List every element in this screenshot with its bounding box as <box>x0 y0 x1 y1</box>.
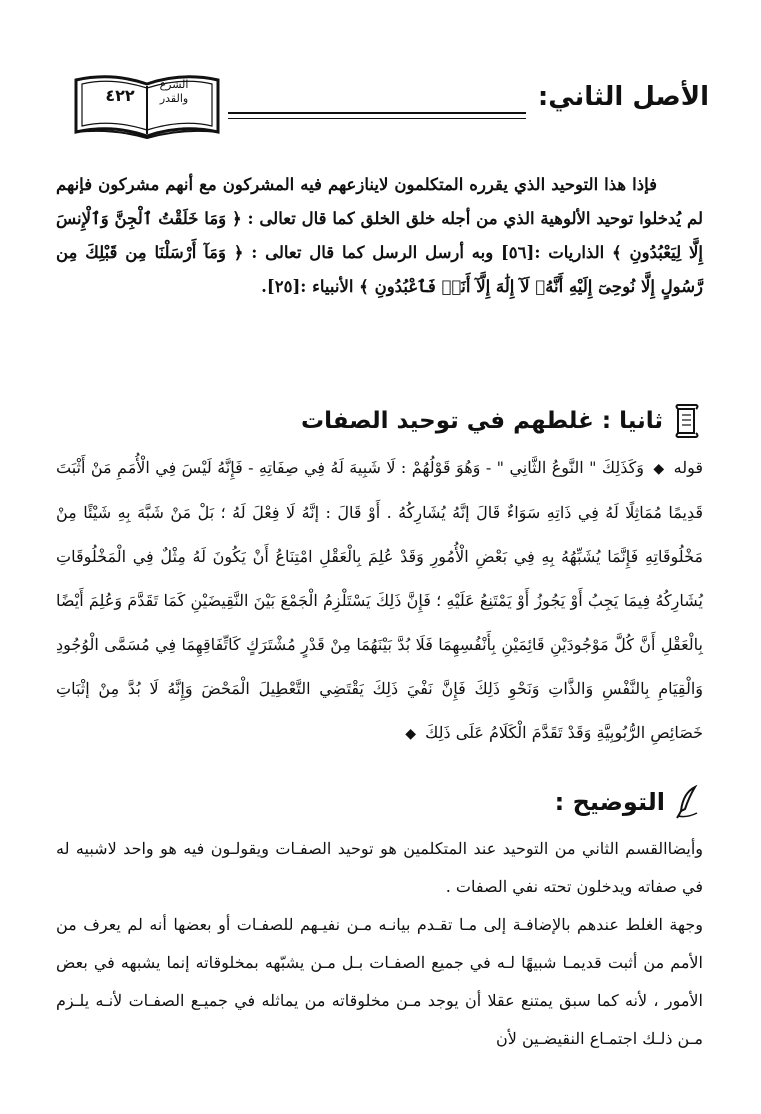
quill-icon <box>675 785 701 819</box>
section-1-title: ثانيا : غلطهم في توحيد الصفات <box>300 408 663 434</box>
explanation-paragraph-1: وأيضاالقسم الثاني من التوحيد عند المتكلمين هو توحيد الصفـات ويقولـون فيه هو واحد لاشبيه له في صفاته ويدخلون تحته نفي الصفات . <box>56 839 703 896</box>
explanation-paragraph-2: وجهة الغلط عندهم بالإضافـة إلى مـا تقـدم بيانـه مـن نفيـهم للصفـات أو بعضها أنه لم يعرف من الأمم من أثبت قديمـا شبيهًا لـه في جميع الصفـات بـل مـن يشبّهه بمخلوقاته إنما يشبهه في بعض الأمور ، لأنه كما سبق يمتنع عقلا أن يوجد مـن مخلوقاته من يماثله في جميـع الصفـات لأنـه يلـزم مـن ذلـك اجتمـاع النقيضـين لأن <box>56 915 703 1048</box>
scroll-icon <box>673 404 701 438</box>
ornament-open-icon: ◆ <box>653 461 665 477</box>
section-heading-1 <box>301 404 701 438</box>
page-number: ٤٢٢ <box>105 86 135 105</box>
chapter-title: الأصل الثاني: <box>537 82 709 112</box>
badge-category: الشرع والقدر <box>159 78 189 105</box>
explanation-body <box>56 830 703 1058</box>
ornament-close-icon: ◆ <box>405 726 417 742</box>
header-rule <box>228 112 526 114</box>
intro-text: فإذا هذا التوحيد الذي يقرره المتكلمون لاينازعهم فيه المشركون مع أنهم مشركون فإنهم لم يُدخلوا توحيد الألوهية الذي من أجله خلق الخلق كما قال تعالى : ﴿ وَمَا خَلَقْتُ ٱلْجِنَّ وَٱلْإِنسَ إِلَّا لِيَعْبُدُونِ ﴾ الذاريات :[٥٦] وبه أرسل الرسل كما قال تعالى : ﴿ وَمَآ أَرْسَلْنَا مِن قَبْلِكَ مِن رَّسُولٍ إِلَّا نُوحِىٓ إِلَيْهِ أَنَّهُۥ لَآ إِلَٰهَ إِلَّآ أَنَا۠ فَٱعْبُدُونِ ﴾ الأنبياء :[٢٥]. <box>56 175 703 296</box>
header-rule-thin <box>228 118 526 119</box>
intro-paragraph <box>56 168 703 304</box>
quote-body: وَكَذَلِكَ " النَّوعُ الثَّانِي " - وَهُوَ قَوْلُهُمْ : لَا شَبِيهَ لَهُ فِي صِفَاتِهِ - فَإِنَّهُ لَيْسَ فِي الْأُمَمِ مَنْ أَثْبَتَ قَدِيمًا مُمَاثِلًا لَهُ فِي ذَاتِهِ سَوَاءٌ قَالَ إنَّهُ يُشَارِكُهُ . أَوْ قَالَ : إنَّهُ لَا فِعْلَ لَهُ ؛ بَلْ مَنْ شَبَّهَ بِهِ شَيْئًا مِنْ مَخْلُوقَاتِهِ فَإِنَّمَا يُشَبِّهُهُ بِهِ فِي بَعْضِ الْأُمُورِ وَقَدْ عُلِمَ بِالْعَقْلِ امْتِنَاعُ أَنْ يَكُونَ لَهُ مِثْلٌ فِي الْمَخْلُوقَاتِ يُشَارِكُهُ فِيمَا يَجِبُ أَوْ يَجُوزُ أَوْ يَمْتَنِعُ عَلَيْهِ ؛ فَإِنَّ ذَلِكَ يَسْتَلْزِمُ الْجَمْعَ بَيْنَ النَّقِيضَيْنِ كَمَا تَقَدَّمَ وَعُلِمَ أَيْضًا بِالْعَقْلِ أَنَّ كُلَّ مَوْجُودَيْنِ قَائِمَيْنِ بِأَنْفُسِهِمَا فَلَا بُدَّ بَيْنَهُمَا مِنْ قَدْرٍ مُشْتَرَكٍ كَاتِّفَاقِهِمَا فِي مُسَمَّى الْوُجُودِ وَالْقِيَامِ بِالنَّفْسِ وَالذَّاتِ وَنَحْوِ ذَلِكَ فَإِنَّ نَفْيَ ذَلِكَ يَقْتَضِي التَّعْطِيلَ الْمَحْضَ وَإِنَّهُ لَا بُدَّ مِنْ إثْبَاتِ خَصَائِصِ الرُّبُوبِيَّةِ وَقَدْ تَقَدَّمَ الْكَلَامُ عَلَى ذَلِكَ <box>56 458 704 742</box>
section-heading-2 <box>555 785 701 819</box>
quoted-text <box>56 446 703 756</box>
quote-lead: قوله <box>673 458 703 477</box>
section-2-title: التوضيح : <box>554 788 665 816</box>
open-book-icon <box>72 72 222 140</box>
